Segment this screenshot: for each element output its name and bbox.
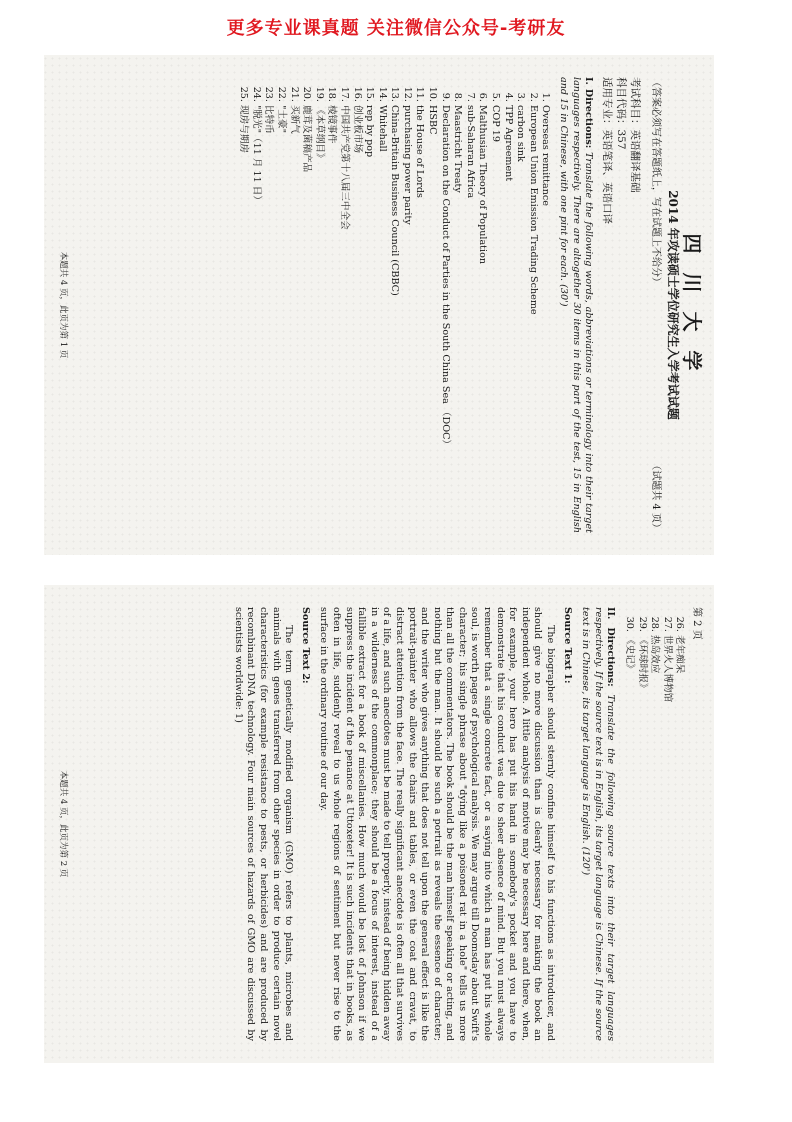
page-footer: 本题共 4 页，此页为第 2 页 xyxy=(57,770,68,878)
directions-label: II. Directions: xyxy=(605,607,617,687)
university-name: 四 川 大 学 xyxy=(680,233,704,377)
term-item: 24. "脱光"（11 月 11 日） xyxy=(249,105,262,533)
term-item: 16. 创业板市场 xyxy=(350,105,363,533)
term-item: 11. the House of Lords xyxy=(413,105,426,533)
term-item: 21. 买新气 xyxy=(287,105,300,533)
term-item: 22. "土豪" xyxy=(274,105,287,533)
term-item: 17. 中国共产党第十八届三中全会 xyxy=(337,105,350,533)
term-item: 29. 《环球时报》 xyxy=(635,635,648,1041)
term-list-1 xyxy=(237,77,552,533)
term-item: 26. 老年痴呆 xyxy=(673,635,686,1041)
term-item: 27. 世界火人博物馆 xyxy=(660,635,673,1041)
term-item: 1. Overseas remittance xyxy=(539,105,552,533)
source-text-1-title: Source Text 1: xyxy=(561,607,573,684)
term-item: 25. 现房与期房 xyxy=(237,105,250,533)
page-footer: 本题共 4 页，此页为第 1 页 xyxy=(57,251,68,359)
pages-note: （试题共 4 页） xyxy=(649,460,661,533)
term-list-2 xyxy=(622,607,685,1041)
exam-page-1 xyxy=(44,55,714,555)
source-text-2: The term genetically modified organism (GMO) refers to plants, microbes and animals with genes transferred from other species in order to produce certain novel characteristics (for example resistance to pests, or herbicides) and are produced by recombinant DNA technology. Four main sources of hazards of GMO are discussed by scientists worldwide: 1) xyxy=(232,607,295,1041)
directions-part-1 xyxy=(556,77,594,533)
term-item: 6. Malthusian Theory of Population xyxy=(476,105,489,533)
term-item: 30. 《史记》 xyxy=(622,635,635,1041)
directions-text: Translate the following source texts into their target languages respectively. If the source text is in English, its target language is Chinese. If the source text is in Chinese, its target language is English. (120') xyxy=(580,607,617,1041)
subject-label: 考试科目：英语翻译基础 xyxy=(629,77,642,193)
term-item: 14. Whitehall xyxy=(375,105,388,533)
directions-text: Translate the following words, abbreviations or terminology into their target languages respectively. There are altogether 30 items in this part of the test, 15 in English and 15 in Chinese, with one pint for each. (30') xyxy=(558,77,595,533)
major-label: 适用专业：英语笔译、英语口译 xyxy=(601,77,614,224)
exam-page-2 xyxy=(44,585,714,1063)
term-item: 9. Declaration on the Conduct of Parties in the South China Sea （DOC） xyxy=(438,105,451,533)
page-label: 第 2 页 xyxy=(691,607,702,640)
term-item: 28. 热岛效应 xyxy=(648,635,661,1041)
term-item: 8. Maastricht Treaty xyxy=(451,105,464,533)
term-item: 19. 《本草纲目》 xyxy=(312,105,325,533)
term-item: 12. purchasing power parity xyxy=(400,105,413,533)
answer-note: （答案必须写在答题纸上，写在试题上不给分） xyxy=(649,77,661,287)
exam-title: 2014 年攻读硕士学位研究生入学考试试题 xyxy=(666,190,681,420)
term-item: 2. European Union Emission Trading Scheme xyxy=(526,105,539,533)
directions-part-2 xyxy=(579,607,617,1041)
term-item: 10. HSBC xyxy=(426,105,439,533)
term-item: 15. rep by pop xyxy=(363,105,376,533)
source-text-2-title: Source Text 2: xyxy=(299,607,311,684)
promo-banner: 更多专业课真题 关注微信公众号-考研友 xyxy=(226,18,566,39)
term-item: 18. 棱镜事件 xyxy=(325,105,338,533)
term-item: 13. China-Britain Business Council (CBBC) xyxy=(388,105,401,533)
term-item: 23. 比特币 xyxy=(262,105,275,533)
code-label: 科目代码：357 xyxy=(615,77,628,150)
term-item: 20. 鹿茸及菌稿产品 xyxy=(300,105,313,533)
term-item: 7. sub-Saharan Africa xyxy=(463,105,476,533)
term-item: 5. COP 19 xyxy=(488,105,501,533)
source-text-1: The biographer should sternly confine himself to his functions as introducer, and should give no more discussion than is clearly necessary for making the book an independent whole. A little analysis of motive may be necessary here and there, when, for example, your hero has put his hand in somebody's pocket and you have to demonstrate that his conduct was due to sheer absence of mind. But you must always remember that a single concrete fact, or a saying into which a man has put his whole soul, is worth pages of psychological analysis. We may argue till Doomsday about Swift's character; his single phrase about "dying like a poisoned rat in a hole" tells us more than all the commentators. The book should be the man himself speaking or acting, and nothing but the man. It should be such a portrait as reveals the essence of character; and the writer who gives anything that does not tell upon the general effect is like the portrait-painter who allows the chairs and tables, or even the coat and cravat, to distract attention from the face. The really significant anecdote is often all that survives of a life, and such anecdotes must be made to tell properly, instead of being hidden away in a wilderness of the commonplace; they should be a focus of interest, instead of a fallible extract for a book of miscellanies. How much would be lost of Johnson if we suppress the incident of the penance at Uttoxeter! It is such incidents that in books, as often in life, suddenly reveal to us whole regions of sentiment but never rise to the surface in the ordinary routine of our day. xyxy=(318,607,557,1041)
term-item: 3. carbon sink xyxy=(514,105,527,533)
term-item: 4. TPP Agreement xyxy=(501,105,514,533)
directions-label: I. Directions: xyxy=(583,77,595,149)
